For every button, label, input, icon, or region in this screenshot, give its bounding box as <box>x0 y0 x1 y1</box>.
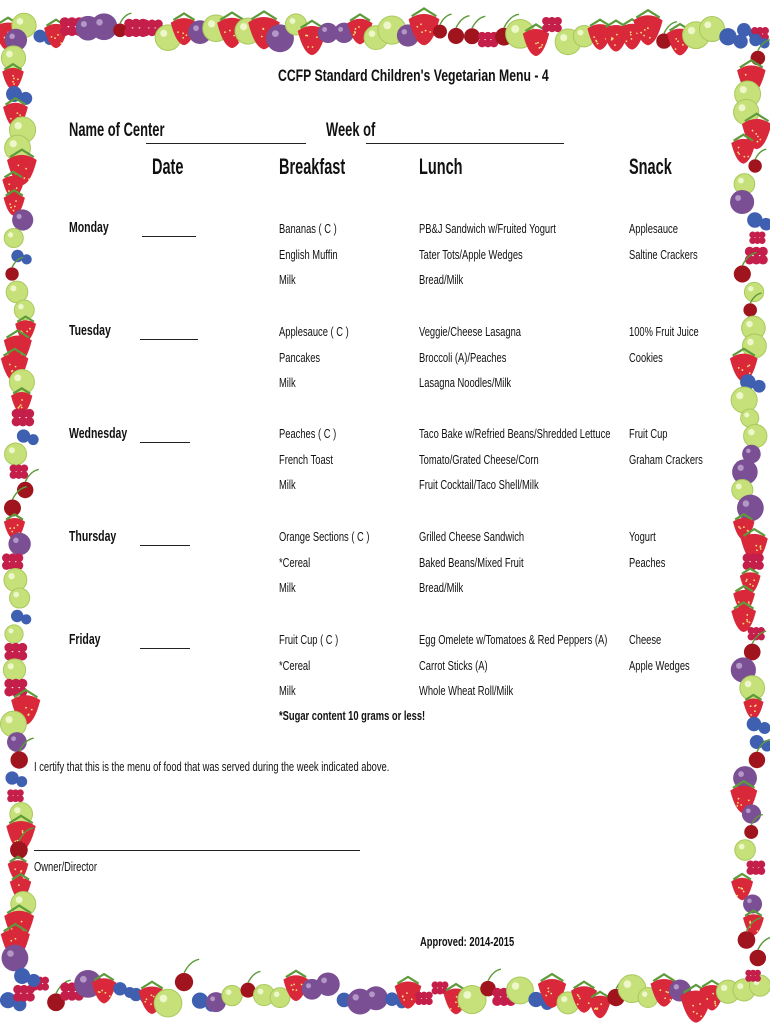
menu-item: Milk <box>279 272 296 287</box>
fruit-decoration <box>11 610 31 625</box>
fruit-decoration <box>92 974 116 1003</box>
day-label-friday: Friday <box>69 631 101 648</box>
fruit-decoration <box>4 228 23 247</box>
fruit-decoration <box>749 231 765 244</box>
menu-item: Bread/Milk <box>419 580 464 595</box>
week-of-field[interactable] <box>366 143 564 144</box>
signature-line[interactable] <box>34 850 360 851</box>
fruit-decoration <box>91 13 118 40</box>
menu-item: Apple Wedges <box>629 657 690 673</box>
menu-item: Applesauce ( C ) <box>279 324 349 339</box>
fruit-decoration <box>12 409 35 426</box>
fruit-decoration <box>735 840 756 861</box>
menu-item: Grilled Cheese Sandwich <box>419 529 525 544</box>
snack-cell-thursday <box>629 524 665 575</box>
menu-item: Milk <box>279 580 296 595</box>
fruit-decoration <box>750 735 770 752</box>
fruit-decoration <box>743 553 764 569</box>
lunch-cell-friday <box>419 627 607 704</box>
fruit-decoration <box>10 465 29 479</box>
date-field-monday[interactable] <box>142 236 196 237</box>
fruit-decoration <box>7 732 27 752</box>
breakfast-cell-tuesday <box>279 319 349 396</box>
menu-item: Taco Bake w/Refried Beans/Shredded Lettuce <box>419 426 611 441</box>
menu-item: *Cereal <box>279 657 311 673</box>
snack-cell-monday <box>629 216 698 267</box>
menu-item: Lasagna Noodles/Milk <box>419 375 512 390</box>
date-field-wednesday[interactable] <box>140 442 190 443</box>
snack-cell-tuesday <box>629 319 699 370</box>
approved-label: Approved: 2014-2015 <box>420 934 515 949</box>
menu-item: Tater Tots/Apple Wedges <box>419 246 523 262</box>
menu-item: English Muffin <box>279 246 338 262</box>
breakfast-cell-monday <box>279 216 338 293</box>
fruit-decoration <box>2 553 23 569</box>
fruit-decoration <box>731 387 757 413</box>
menu-item: Fruit Cup ( C ) <box>279 632 339 647</box>
date-field-friday[interactable] <box>140 648 190 649</box>
day-label-wednesday: Wednesday <box>69 425 128 442</box>
menu-item: Milk <box>279 477 296 492</box>
sugar-note: *Sugar content 10 grams or less! <box>279 708 426 723</box>
fruit-decoration <box>747 212 770 230</box>
date-field-tuesday[interactable] <box>140 339 198 340</box>
fruit-decoration <box>744 424 767 447</box>
date-field-thursday[interactable] <box>140 545 190 546</box>
column-header-date: Date <box>152 154 184 179</box>
column-header-lunch: Lunch <box>419 154 463 179</box>
name-of-center-label: Name of Center <box>69 120 165 141</box>
menu-item: Saltine Crackers <box>629 246 698 262</box>
menu-item: Carrot Sticks (A) <box>419 657 488 673</box>
fruit-decoration <box>10 588 30 608</box>
fruit-decoration <box>154 989 182 1017</box>
fruit-decoration <box>4 679 27 697</box>
menu-title: CCFP Standard Children's Vegetarian Menu - 4 <box>278 66 549 85</box>
fruit-decoration <box>731 135 755 164</box>
menu-item: Milk <box>279 375 296 390</box>
day-label-thursday: Thursday <box>69 528 117 545</box>
fruit-decoration <box>742 804 761 823</box>
menu-item: Graham Crackers <box>629 451 703 467</box>
menu-item: Broccoli (A)/Peaches <box>419 349 507 365</box>
snack-cell-friday <box>629 627 690 678</box>
menu-item: Orange Sections ( C ) <box>279 529 370 544</box>
menu-item: Fruit Cup <box>629 426 668 441</box>
menu-item: Cookies <box>629 349 663 365</box>
fruit-decoration <box>2 945 29 972</box>
fruit-decoration <box>12 209 33 230</box>
fruit-decoration <box>746 860 765 874</box>
snack-cell-wednesday <box>629 421 703 472</box>
lunch-cell-monday <box>419 216 556 293</box>
menu-item: Peaches <box>629 554 666 570</box>
menu-item: Peaches ( C ) <box>279 426 337 441</box>
day-label-monday: Monday <box>69 219 109 236</box>
menu-item: *Cereal <box>279 554 311 570</box>
fruit-decoration <box>222 985 242 1005</box>
lunch-cell-thursday <box>419 524 524 601</box>
fruit-decoration <box>1 46 25 70</box>
fruit-decoration <box>744 282 763 301</box>
menu-item: Yogurt <box>629 529 656 544</box>
fruit-decoration <box>542 17 562 32</box>
fruit-decoration <box>5 443 27 465</box>
fruit-decoration <box>743 695 763 719</box>
fruit-decoration <box>478 32 498 48</box>
breakfast-cell-wednesday <box>279 421 336 498</box>
breakfast-cell-friday <box>279 627 338 704</box>
fruit-decoration <box>747 717 770 734</box>
fruit-decoration <box>3 659 25 681</box>
column-header-snack: Snack <box>629 154 672 179</box>
fruit-decoration <box>364 986 388 1010</box>
breakfast-cell-thursday <box>279 524 370 601</box>
certification-statement: I certify that this is the menu of food that was served during the week indicated above. <box>34 759 390 774</box>
menu-item: Veggie/Cheese Lasagna <box>419 324 522 339</box>
fruit-decoration <box>5 625 23 643</box>
column-header-breakfast: Breakfast <box>279 154 346 179</box>
owner-director-label: Owner/Director <box>34 859 97 874</box>
menu-item: Whole Wheat Roll/Milk <box>419 683 514 698</box>
fruit-decoration <box>730 190 754 214</box>
menu-item: Bananas ( C ) <box>279 221 337 236</box>
menu-item: Tomato/Grated Cheese/Corn <box>419 451 539 467</box>
menu-item: Pancakes <box>279 349 321 365</box>
week-of-label: Week of <box>326 120 376 141</box>
name-of-center-field[interactable] <box>146 143 306 144</box>
menu-item: Applesauce <box>629 221 678 236</box>
lunch-cell-tuesday <box>419 319 521 396</box>
menu-item: Milk <box>279 683 296 698</box>
menu-item: 100% Fruit Juice <box>629 324 699 339</box>
menu-item: Baked Beans/Mixed Fruit <box>419 554 524 570</box>
fruit-decoration <box>9 370 34 395</box>
lunch-cell-wednesday <box>419 421 610 498</box>
day-label-tuesday: Tuesday <box>69 322 111 339</box>
fruit-decoration <box>4 569 27 592</box>
menu-item: French Toast <box>279 451 333 467</box>
fruit-decoration <box>745 247 768 265</box>
fruit-decoration <box>4 643 27 661</box>
fruit-decoration <box>17 429 39 445</box>
fruit-decoration <box>175 959 199 991</box>
fruit-decoration <box>745 970 761 982</box>
menu-item: Egg Omelete w/Tomatoes & Red Peppers (A) <box>419 632 608 647</box>
menu-item: Fruit Cocktail/Taco Shell/Milk <box>419 477 539 492</box>
fruit-decoration <box>5 771 27 787</box>
fruit-decoration <box>8 533 30 555</box>
fruit-decoration <box>7 789 24 802</box>
menu-item: PB&J Sandwich w/Fruited Yogurt <box>419 221 556 236</box>
fruit-decoration <box>14 968 40 987</box>
menu-item: Bread/Milk <box>419 272 464 287</box>
menu-item: Cheese <box>629 632 662 647</box>
fruit-decoration <box>316 972 340 996</box>
fruit-decoration <box>415 992 432 1005</box>
